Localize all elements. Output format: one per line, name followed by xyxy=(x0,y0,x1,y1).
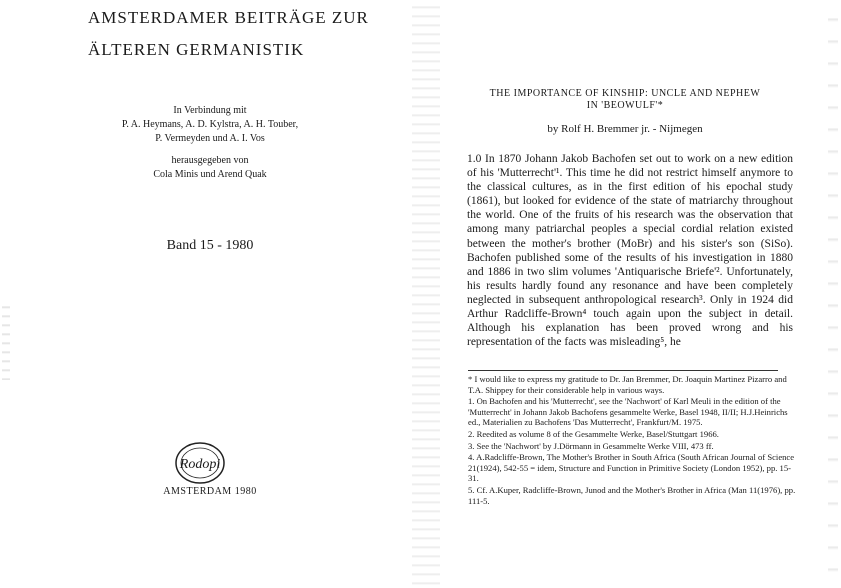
body-paragraph xyxy=(467,152,793,349)
herausgegeben-label: herausgegeben von xyxy=(171,155,249,166)
series-title-line1: AMSTERDAMER BEITRÄGE ZUR xyxy=(88,8,369,27)
book-gutter-shadow xyxy=(412,0,440,588)
main-editors: Cola Minis und Arend Quak xyxy=(153,169,267,180)
paragraph-1: 1.0 In 1870 Johann Jakob Bachofen set out to work on a new edition of his 'Mutterrecht'¹. This time he did not restrict himself anymore to the classical cultures, as in the first edition of his epochal study (1861), but looked for evidence of the state of matriarchy throughout the world. One of the fruits of his research was the observation that among many patriarchal peoples a special cordial relation existed between the mother's brother (MoBr) and his sister's son (SiSo). Bachofen published some of the results of his investigation in 1880 and 1886 in two slim volumes 'Antiquarische Briefe'². Unfortunately, his results hardly found any resonance and have been completely neglected in subsequent anthropological research³. Only in 1924 did Arthur Radcliffe-Brown⁴ touch again upon the subject in detail. Although his explanation has been proved wrong and his representation of the facts was misleading⁵, he xyxy=(467,153,793,349)
footnote-1: 1. On Bachofen and his 'Mutterrecht', see the 'Nachwort' of Karl Meuli in the edition of the 'Mutterrecht' in Johann Jakob Bachofens gesammelte Werke, Basel 1948, II/II; H.J.Heinrichs ed., Materialien zu Bachofens 'Das Mutterrecht', Frankfurt/M. 1975. xyxy=(468,396,788,428)
publisher-logo-text: Rodopi xyxy=(179,457,221,472)
page-edge-marks xyxy=(828,0,838,588)
footnote-2: 2. Reedited as volume 8 of the Gesammelte Werke, Basel/Stuttgart 1966. xyxy=(468,428,719,439)
imprint: AMSTERDAM 1980 xyxy=(163,486,257,497)
article-title-line2: IN 'BEOWULF'* xyxy=(586,100,664,111)
band-volume: Band 15 - 1980 xyxy=(166,238,254,253)
article-byline: by Rolf H. Bremmer jr. - Nijmegen xyxy=(547,123,703,135)
article-title-line1: THE IMPORTANCE OF KINSHIP: UNCLE AND NEPHEW xyxy=(489,88,761,99)
editors-line1: P. A. Heymans, A. D. Kylstra, A. H. Touber, xyxy=(121,119,299,130)
footnote-star: * I would like to express my gratitude to Dr. Jan Bremmer, Dr. Joaquin Martinez Pizarro and T.A. Shippey for their considerable help in various ways. xyxy=(468,374,787,395)
footnote-4: 4. A.Radcliffe-Brown, The Mother's Brother in South Africa (South African Journal of Science 21(1924), 542-55 = idem, Structure and Function in Primitive Society (London 1952), pp. 15-31. xyxy=(468,452,795,484)
series-title-line2: ÄLTEREN GERMANISTIK xyxy=(88,40,305,59)
publisher-logo xyxy=(174,440,226,486)
footnote-5: 5. Cf. A.Kuper, Radcliffe-Brown, Junod and the Mother's Brother in Africa (Man 11(1976), pp. 111-5. xyxy=(468,484,796,506)
left-margin-marks xyxy=(2,300,10,380)
footnote-3: 3. See the 'Nachwort' by J.Dörmann in Gesammelte Werke VIII, 473 ff. xyxy=(468,440,714,451)
editors-line2: P. Vermeyden und A. I. Vos xyxy=(155,133,265,144)
footnote-rule xyxy=(468,370,778,371)
editors-intro: In Verbindung mit xyxy=(173,105,247,116)
footnotes xyxy=(468,374,798,507)
